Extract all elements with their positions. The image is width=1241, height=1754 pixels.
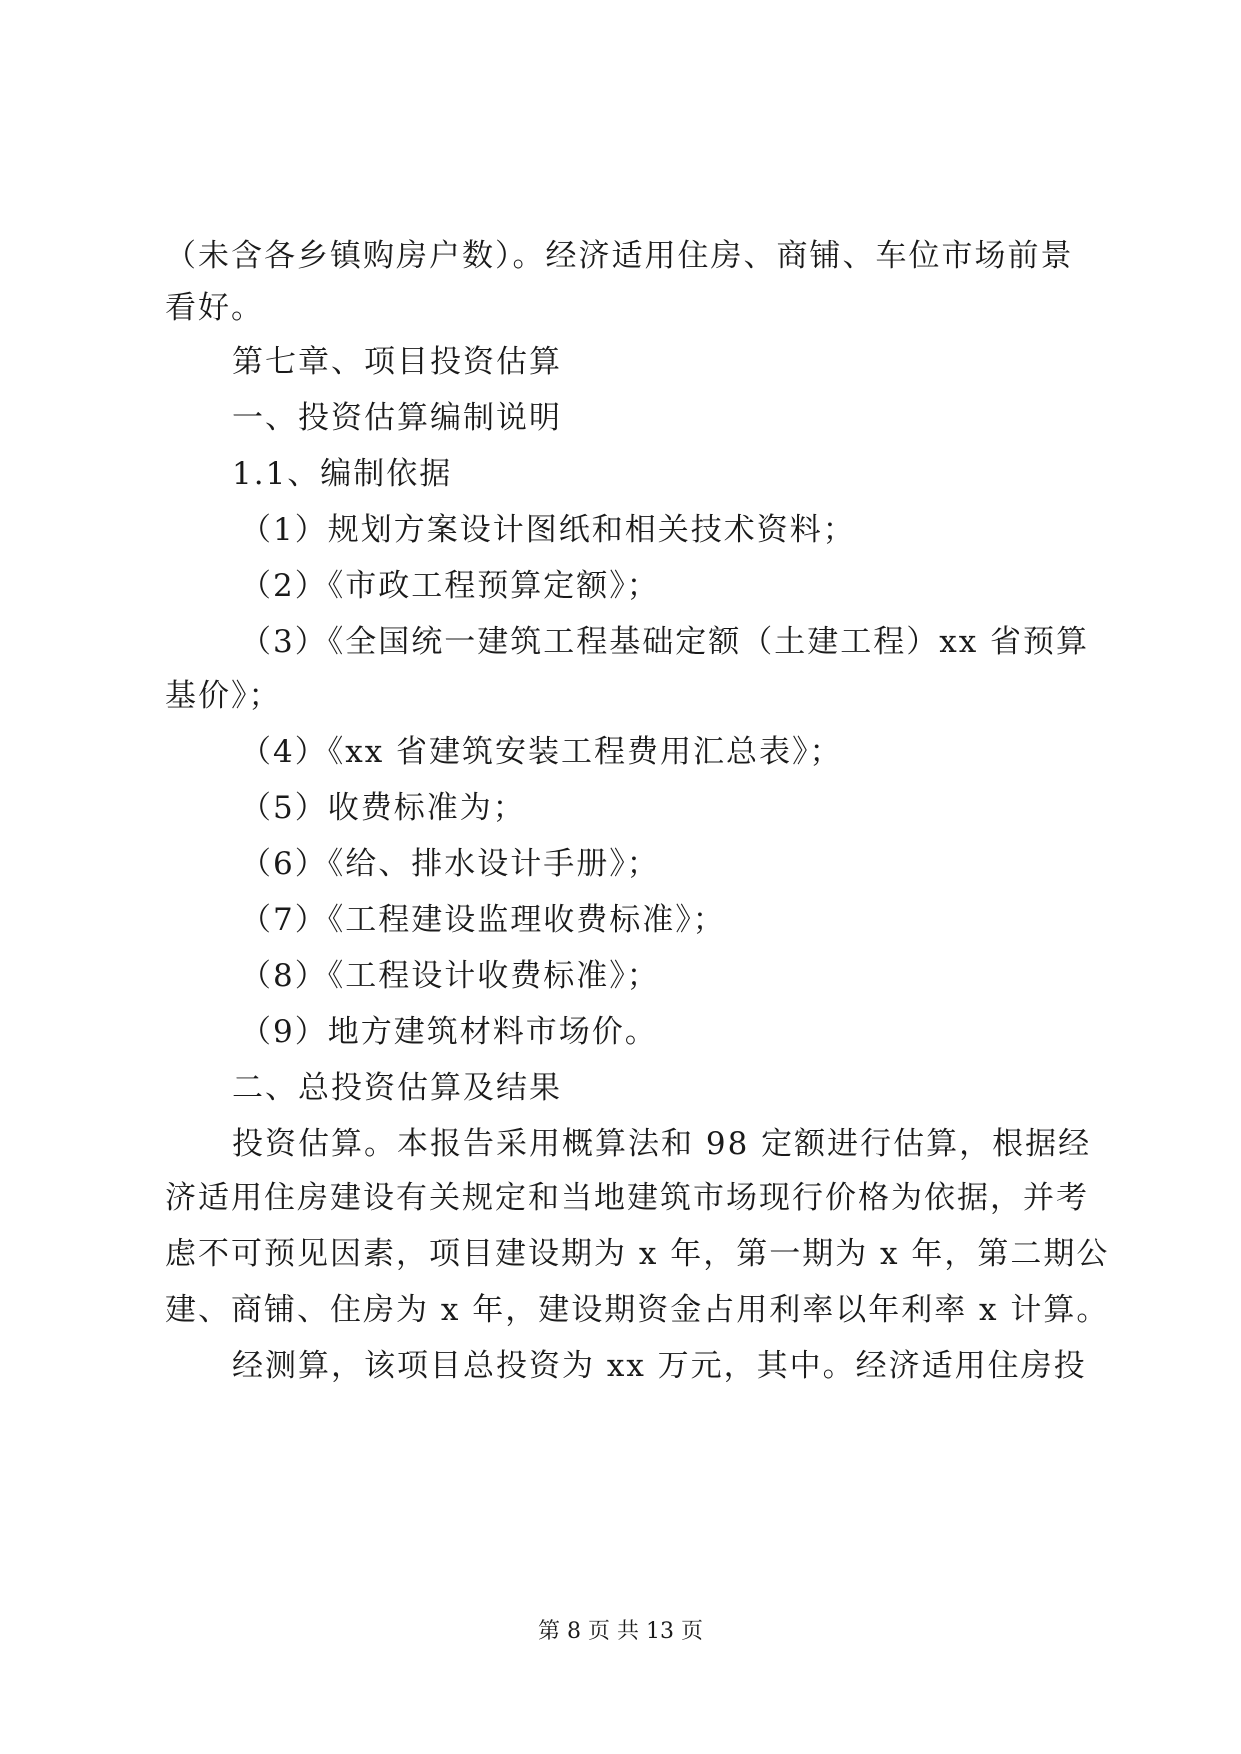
list-item-continuation: 基价》； (165, 678, 282, 714)
paragraph-line: 济适用住房建设有关规定和当地建筑市场现行价格为依据，并考 (165, 1180, 1089, 1216)
list-item: （3）《全国统一建筑工程基础定额（土建工程）xx 省预算 (240, 624, 1090, 660)
list-item: （9）地方建筑材料市场价。 (240, 1014, 658, 1050)
list-item: （2）《市政工程预算定额》； (240, 568, 660, 604)
paragraph-line: 经测算，该项目总投资为 xx 万元，其中。经济适用住房投 (232, 1348, 1087, 1384)
list-item: （8）《工程设计收费标准》； (240, 958, 660, 994)
page-footer: 第 8 页 共 13 页 (538, 1619, 703, 1644)
section-heading: 一、投资估算编制说明 (232, 400, 562, 436)
paragraph-line: （未含各乡镇购房户数）。经济适用住房、商铺、车位市场前景 (165, 238, 1074, 274)
paragraph-line: 建、商铺、住房为 x 年，建设期资金占用利率以年利率 x 计算。 (165, 1292, 1110, 1328)
chapter-heading: 第七章、项目投资估算 (232, 344, 562, 380)
section-heading: 二、总投资估算及结果 (232, 1070, 562, 1106)
paragraph-line: 看好。 (165, 290, 264, 326)
list-item: （4）《xx 省建筑安装工程费用汇总表》； (240, 734, 843, 770)
list-item: （6）《给、排水设计手册》； (240, 846, 660, 882)
list-item: （1）规划方案设计图纸和相关技术资料； (240, 512, 856, 548)
subsection-heading: 1.1、编制依据 (232, 456, 453, 492)
paragraph-line: 虑不可预见因素，项目建设期为 x 年，第一期为 x 年，第二期公 (165, 1236, 1110, 1272)
paragraph-line: 投资估算。本报告采用概算法和 98 定额进行估算，根据经 (232, 1126, 1092, 1162)
list-item: （7）《工程建设监理收费标准》； (240, 902, 726, 938)
list-item: （5）收费标准为； (240, 790, 526, 826)
